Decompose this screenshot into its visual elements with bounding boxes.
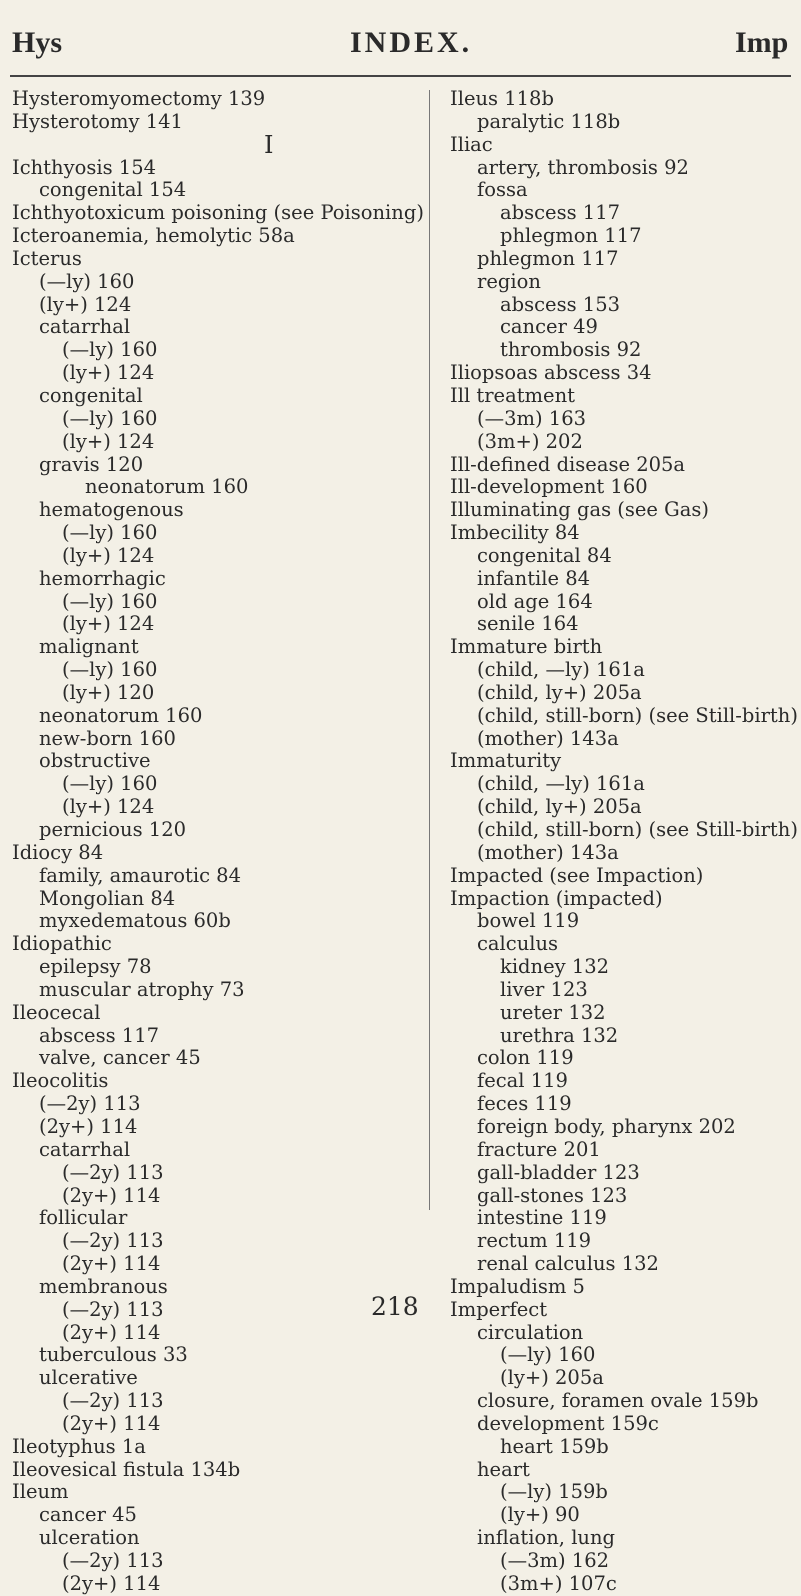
index-entry: (—2y) 113 (62, 1229, 164, 1253)
index-entry: (ly+) 124 (62, 795, 155, 819)
index-entry: infantile 84 (477, 566, 591, 590)
index-entry: Ileum (12, 1480, 69, 1504)
index-entry: follicular (39, 1206, 128, 1230)
index-entry: (child, still-born) (see Still-birth) (477, 703, 798, 727)
index-entry: feces 119 (477, 1092, 572, 1116)
column-divider (429, 90, 430, 1210)
index-entry: heart 159b (500, 1434, 609, 1458)
index-entry: muscular atrophy 73 (39, 977, 245, 1001)
index-entry: (ly+) 124 (62, 429, 155, 453)
index-entry: obstructive (39, 749, 151, 773)
index-entry: hemorrhagic (39, 566, 166, 590)
index-entry: renal calculus 132 (477, 1252, 659, 1276)
index-entry: epilepsy 78 (39, 955, 152, 979)
index-entry: closure, foramen ovale 159b (477, 1389, 759, 1413)
index-entry: abscess 117 (39, 1023, 160, 1047)
index-entry: (—2y) 113 (62, 1297, 164, 1321)
index-entry: (—ly) 159b (500, 1480, 608, 1504)
index-entry: Idiopathic (12, 932, 112, 956)
index-entry: (—3m) 162 (500, 1549, 610, 1572)
index-entry: (2y+) 114 (62, 1571, 161, 1595)
index-entry: (ly+) 124 (39, 292, 132, 316)
index-entry: Idiocy 84 (12, 840, 104, 864)
header-right-guide-word: Imp (735, 26, 789, 59)
index-entry: Ileovesical fistula 134b (12, 1457, 241, 1481)
index-entry: circulation (477, 1320, 584, 1344)
header-left-guide-word: Hys (12, 26, 63, 59)
index-entry: senile 164 (477, 612, 579, 636)
index-entry: Imperfect (450, 1297, 548, 1321)
index-entry: Immature birth (450, 635, 603, 659)
index-entry: liver 123 (500, 977, 588, 1001)
index-entry: rectum 119 (477, 1229, 592, 1253)
index-entry: Ileocolitis (12, 1069, 109, 1093)
index-entry: (—ly) 160 (62, 589, 158, 613)
page-number: 218 (371, 1292, 419, 1321)
index-entry: (2y+) 114 (62, 1183, 161, 1207)
index-entry: (ly+) 124 (62, 612, 155, 636)
index-entry: congenital 154 (39, 178, 187, 202)
index-entry: region (477, 269, 541, 293)
index-entry: Iliopsoas abscess 34 (450, 361, 652, 385)
header-rule (10, 75, 791, 77)
index-entry: (child, —ly) 161a (477, 658, 645, 682)
index-entry: Imbecility 84 (450, 521, 580, 545)
index-entry: Illuminating gas (see Gas) (450, 498, 709, 522)
index-entry: (—2y) 113 (39, 1092, 141, 1116)
index-entry: (—2y) 113 (62, 1389, 164, 1413)
index-entry: calculus (477, 932, 559, 956)
index-entry: (mother) 143a (477, 726, 619, 750)
index-entry: (ly+) 90 (500, 1503, 580, 1527)
index-entry: congenital 84 (477, 543, 612, 567)
index-entry: (2y+) 114 (62, 1411, 161, 1435)
index-entry: Iliac (450, 132, 493, 156)
index-entry: colon 119 (477, 1046, 574, 1070)
index-entry: Hysterotomy 141 (12, 109, 183, 133)
index-entry: (2y+) 114 (62, 1320, 161, 1344)
index-entry: neonatorum 160 (39, 703, 203, 727)
index-entry: abscess 153 (500, 292, 621, 316)
index-entry: artery, thrombosis 92 (477, 155, 689, 179)
index-entry: tuberculous 33 (39, 1343, 188, 1367)
index-entry: (—3m) 163 (477, 406, 587, 430)
index-entry: catarrhal (39, 315, 131, 339)
index-entry: fecal 119 (477, 1069, 568, 1093)
index-entry: intestine 119 (477, 1206, 607, 1230)
index-entry: kidney 132 (500, 955, 610, 979)
index-entry: catarrhal (39, 1137, 131, 1161)
index-entry: (child, ly+) 205a (477, 680, 642, 704)
index-entry: Impaction (impacted) (450, 886, 663, 910)
index-entry: Mongolian 84 (39, 886, 176, 910)
index-entry: (ly+) 205a (500, 1366, 604, 1390)
index-entry: Icteroanemia, hemolytic 58a (12, 224, 295, 248)
index-entry: Ileocecal (12, 1000, 101, 1024)
index-entry: (child, —ly) 161a (477, 772, 645, 796)
index-entry: urethra 132 (500, 1023, 619, 1047)
index-entry: gall-bladder 123 (477, 1160, 640, 1184)
index-entry: bowel 119 (477, 909, 580, 933)
index-entry: ulcerative (39, 1366, 138, 1390)
index-entry: Ileus 118b (450, 87, 554, 110)
index-entry: Hysteromyomectomy 139 (12, 87, 266, 110)
index-entry: new-born 160 (39, 726, 176, 750)
index-entry: (ly+) 124 (62, 361, 155, 385)
header-title: INDEX. (350, 26, 473, 59)
index-entry: heart (477, 1457, 530, 1481)
index-entry: (—2y) 113 (62, 1549, 164, 1572)
index-entry: pernicious 120 (39, 818, 187, 841)
index-entry: Ichthyotoxicum poisoning (see Poisoning) (12, 201, 424, 225)
index-entry: phlegmon 117 (477, 246, 619, 270)
index-entry: (child, still-born) (see Still-birth) (477, 818, 798, 841)
index-entry: Ill-development 160 (450, 475, 648, 499)
index-entry: myxedematous 60b (39, 909, 231, 933)
index-entry: Immaturity (450, 749, 562, 773)
index-entry: (3m+) 107c (500, 1571, 617, 1595)
index-entry: congenital (39, 383, 143, 407)
index-entry: (—ly) 160 (500, 1343, 596, 1367)
index-entry: ureter 132 (500, 1000, 606, 1024)
index-entry: Ileotyphus 1a (12, 1434, 146, 1458)
index-entry: gall-stones 123 (477, 1183, 628, 1207)
index-entry: ulceration (39, 1526, 140, 1550)
index-entry: thrombosis 92 (500, 338, 642, 362)
index-entry: (ly+) 124 (62, 543, 155, 567)
index-entry: phlegmon 117 (500, 224, 642, 248)
index-entry: development 159c (477, 1411, 659, 1435)
index-entry: (2y+) 114 (39, 1114, 138, 1138)
index-entry: (child, ly+) 205a (477, 795, 642, 819)
index-entry: abscess 117 (500, 201, 621, 225)
index-entry: foreign body, pharynx 202 (477, 1114, 736, 1138)
index-entry: malignant (39, 635, 139, 659)
page-header (0, 0, 801, 80)
index-entry: (ly+) 120 (62, 680, 155, 704)
index-entry: Ichthyosis 154 (12, 155, 157, 179)
section-letter: I (264, 130, 274, 159)
index-entry: (—ly) 160 (62, 338, 158, 362)
index-entry: Impacted (see Impaction) (450, 863, 704, 887)
index-column-right (450, 87, 798, 1596)
index-entry: (—ly) 160 (62, 658, 158, 682)
index-entry: (—ly) 160 (62, 521, 158, 545)
index-entry: (—ly) 160 (62, 406, 158, 430)
index-entry: hematogenous (39, 498, 184, 522)
index-entry: membranous (39, 1274, 168, 1298)
index-entry: (—ly) 160 (39, 269, 135, 293)
index-entry: fossa (477, 178, 528, 202)
index-entry: Icterus (12, 246, 82, 270)
index-entry: gravis 120 (39, 452, 144, 476)
index-entry: (—2y) 113 (62, 1160, 164, 1184)
index-entry: Ill-defined disease 205a (450, 452, 686, 476)
index-entry: (mother) 143a (477, 840, 619, 864)
index-entry: family, amaurotic 84 (39, 863, 241, 887)
index-entry: (2y+) 114 (62, 1252, 161, 1276)
index-column-left (12, 88, 422, 1596)
index-entry: valve, cancer 45 (39, 1046, 201, 1070)
index-entry: old age 164 (477, 589, 593, 613)
index-entry: cancer 45 (39, 1503, 137, 1527)
index-entry: cancer 49 (500, 315, 598, 339)
index-entry: (3m+) 202 (477, 429, 583, 453)
index-entry: Ill treatment (450, 383, 575, 407)
index-entry: paralytic 118b (477, 109, 621, 133)
index-entry: inflation, lung (477, 1526, 616, 1550)
index-entry: (—ly) 160 (62, 772, 158, 796)
index-entry: fracture 201 (477, 1137, 601, 1161)
index-entry: neonatorum 160 (85, 475, 249, 499)
index-entry: Impaludism 5 (450, 1274, 585, 1298)
